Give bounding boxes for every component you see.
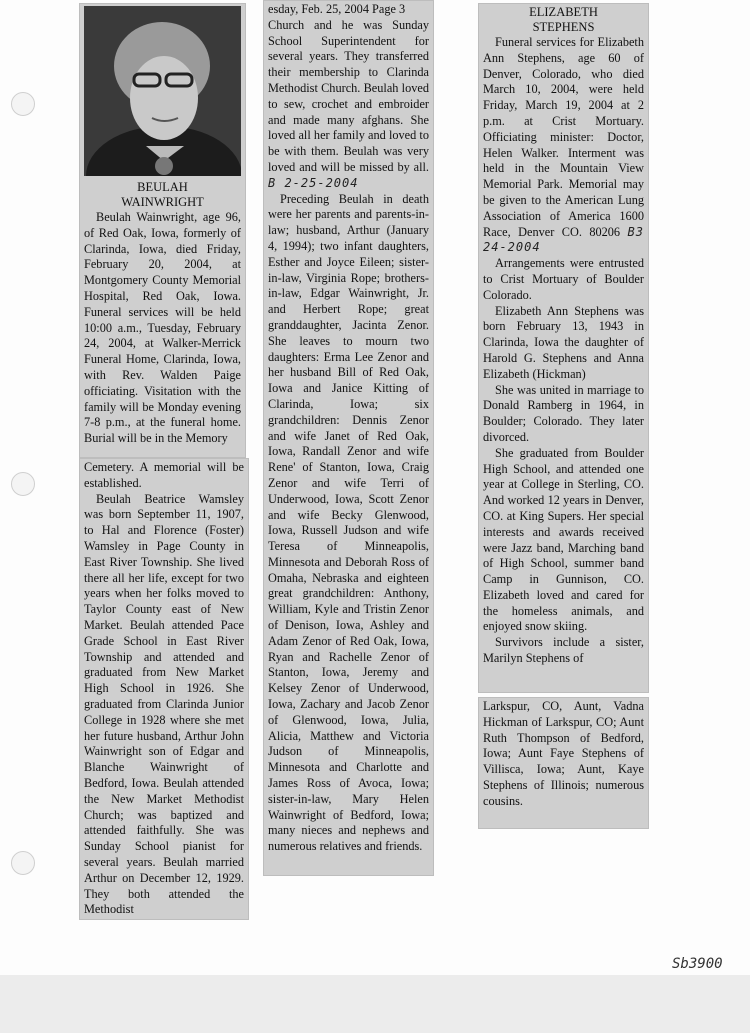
newspaper-header: esday, Feb. 25, 2004 Page 3: [268, 2, 406, 16]
stephens-obituary-clipping-part1: [478, 3, 649, 693]
punch-hole: [11, 92, 35, 116]
obituary-paragraph: Preceding Beulah in death were her parents and parents-in-law; husband, Arthur (January 4, 1994); two infant daughters, Esther and Joyce Eileen; sister-in-law, Virginia Rope; brothers-in-law, Edgar Wainwright, Jr. and Herbert Rope; great granddaughter, Jacinta Zenor. She leaves to mourn two daughters: Erma Lee Zenor and her husband Bill of Red Oak, Iowa and Janice Kitting of Clarinda, Iowa; six grandchildren: Dennis Zenor and wife Janet of Red Oak, Iowa, Randall Zenor and wife Rene' of Stanton, Iowa, Craig Zenor and wife Terri of Underwood, Iowa, Scott Zenor and wife Becky Glenwood, Iowa, Russell Judson and wife Teresa of Minneapolis, Minnesota and Deborah Ross of Omaha, Nebraska and eighteen great grandchildren: Anthony, William, Kyle and Tristin Zenor of Denison, Iowa, Ashley and Adam Zenor of Red Oak, Iowa, Ryan and Rachelle Zenor of Stanton, Iowa, Jeremy and Kelsey Zenor of Underwood, Iowa, Zachary and Jacob Zenor of Glenwood, Iowa, Julia, Alicia, Matthew and Victoria Judson of Minneapolis, Minnesota and Charlotte and James Ross of Avoca, Iowa; sister-in-law, Mary Helen Wainwright of Bedford, Iowa; many nieces and nephews and numerous relatives and friends.: [268, 191, 429, 854]
handwritten-date: B 2-25-2004: [268, 175, 359, 190]
handwritten-date: B3 24-2004: [483, 224, 644, 255]
archive-number-handwritten: Sb3900: [672, 956, 723, 972]
obituary-paragraph: [268, 18, 429, 192]
beulah-obituary-clipping-part2: [79, 458, 249, 920]
punch-hole: [11, 472, 35, 496]
obituary-paragraph: She was united in marriage to Donald Ramberg in 1964, in Boulder; Colorado. They later divorced.: [483, 382, 644, 444]
obituary-paragraph: Elizabeth Ann Stephens was born February 13, 1943 in Clarinda, Iowa the daughter of Harold G. Stephens and Anna Elizabeth (Hickman): [483, 303, 644, 381]
scan-background: [0, 975, 750, 1033]
obituary-paragraph: Survivors include a sister, Marilyn Stephens of: [483, 635, 644, 666]
obituary-paragraph: Beulah Wainwright, age 96, of Red Oak, Iowa, formerly of Clarinda, Iowa, died Friday, February 20, 2004, at Montgomery County Memorial Hospital, Red Oak, Iowa. Funeral services will be held 10:00 a.m., Tuesday, February 24, 2004, at Walker-Merrick Funeral Home, Clarinda, Iowa, with Rev. Walden Paige officiating. Visitation with the family will be Monday evening 7-8 p.m., at the funeral home. Burial will be in the Memory: [84, 210, 241, 446]
name-heading: WAINWRIGHT: [121, 195, 204, 209]
name-heading: ELIZABETH: [529, 5, 598, 19]
obituary-paragraph: Beulah Beatrice Wamsley was born September 11, 1907, to Hal and Florence (Foster) Wamsley in Page County in East River Township. She lived there all her life, except for two years when her folks moved to Taylor County east of New Market. Beulah attended Pace Grade School in East River Township and attended and graduated from New Market High School in 1926. She graduated from Clarinda Junior College in 1928 where she met her future husband, Arthur John Wainwright son of Edgar and Blanche Wainwright of Bedford, Iowa. Beulah attended the New Market Methodist Church; was baptized and attended faithfully. She was Sunday School pianist for several years. Beulah married Arthur on December 12, 1929. They both attended the Methodist: [84, 491, 244, 917]
stephens-obituary-clipping-part2: [478, 697, 649, 829]
name-heading: STEPHENS: [532, 20, 595, 34]
obituary-text: Funeral services for Elizabeth Ann Stephens, age 60 of Denver, Colorado, who died March 10, 2004, were held Friday, March 19, 2004 at 2 p.m. at Crist Mortuary. Officiating minister: Doctor, Helen Walker. Interment was held in the Mountain View Memorial Park. Memorial may be given to the American Lung Association of America 1600 Race, Denver CO. 80206: [483, 35, 644, 239]
obituary-text: Church and he was Sunday School Superintendent for several years. They transferred their membership to Clarinda Methodist Church. Beulah loved to sew, crochet and embroider and made many afghans. She loved all her family and loved to be with them. Beulah was very loved and will be missed by all.: [268, 17, 429, 174]
obituary-paragraph: She graduated from Boulder High School, and attended one year at College in Sterling, CO. And worked 12 years in Denver, CO. at King Supers. Her special interests and awards received were Jazz band, Marching band of High School, summer band Camp in Gunnison, CO. Elizabeth loved and cared for the homeless animals, and enjoyed snow skiing.: [483, 445, 644, 634]
name-heading: BEULAH: [137, 180, 188, 194]
beulah-obituary-clipping-part1: [79, 3, 246, 458]
obituary-paragraph: Larkspur, CO, Aunt, Vadna Hickman of Larkspur, CO; Aunt Ruth Thompson of Bedford, Iowa; Aunt Faye Stephens of Villisca, Iowa; Aunt, Kaye Stephens of Illinois; numerous cousins.: [483, 699, 644, 808]
beulah-obituary-clipping-part3: [263, 0, 434, 876]
obituary-paragraph: Cemetery. A memorial will be established.: [84, 460, 244, 490]
punch-hole: [11, 851, 35, 875]
obituary-paragraph: [483, 35, 644, 256]
obituary-paragraph: Arrangements were entrusted to Crist Mortuary of Boulder Colorado.: [483, 256, 644, 302]
portrait-photo: [84, 6, 241, 176]
